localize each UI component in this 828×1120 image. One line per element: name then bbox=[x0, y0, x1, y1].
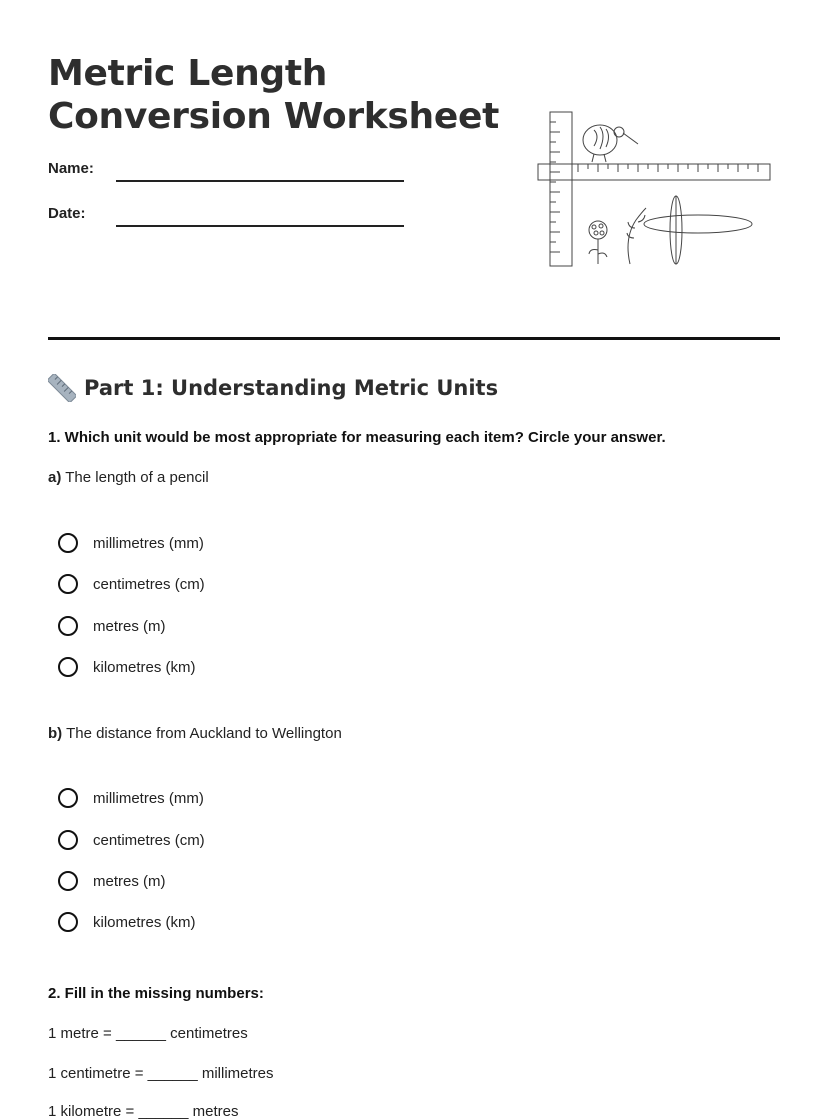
option-label: kilometres (km) bbox=[93, 913, 196, 931]
fill-line-centimetre[interactable]: 1 centimetre = ______ millimetres bbox=[48, 1065, 274, 1082]
option-label: centimetres (cm) bbox=[93, 575, 205, 593]
flower-icon bbox=[589, 221, 607, 264]
vertical-ruler-ticks bbox=[550, 122, 560, 252]
option-1b-mm[interactable] bbox=[58, 788, 204, 808]
part1-heading bbox=[48, 374, 498, 402]
title-line-2: Conversion Worksheet bbox=[48, 96, 500, 137]
title-line-1: Metric Length bbox=[48, 53, 328, 94]
question-1a-letter: a) bbox=[48, 469, 62, 486]
question-1b-text: The distance from Auckland to Wellington bbox=[66, 725, 342, 742]
option-label: metres (m) bbox=[93, 872, 166, 890]
name-line[interactable] bbox=[116, 180, 404, 182]
fill-line-kilometre[interactable]: 1 kilometre = ______ metres bbox=[48, 1103, 239, 1120]
radio-circle[interactable] bbox=[58, 871, 78, 891]
option-1a-m[interactable] bbox=[58, 616, 166, 636]
horizontal-ruler bbox=[538, 164, 770, 180]
fill-line-metre[interactable]: 1 metre = ______ centimetres bbox=[48, 1025, 248, 1042]
date-line[interactable] bbox=[116, 225, 404, 227]
option-1b-km[interactable] bbox=[58, 912, 196, 932]
radio-circle[interactable] bbox=[58, 533, 78, 553]
option-1a-mm[interactable] bbox=[58, 533, 204, 553]
radio-circle[interactable] bbox=[58, 912, 78, 932]
radio-circle[interactable] bbox=[58, 830, 78, 850]
vertical-ruler bbox=[550, 112, 572, 266]
option-1b-cm[interactable] bbox=[58, 830, 205, 850]
question-1a-text: The length of a pencil bbox=[65, 469, 209, 486]
option-label: kilometres (km) bbox=[93, 658, 196, 676]
fern-icon bbox=[627, 208, 646, 264]
option-1a-km[interactable] bbox=[58, 657, 196, 677]
radio-circle[interactable] bbox=[58, 616, 78, 636]
ruler-icon bbox=[48, 374, 76, 402]
worksheet-title bbox=[48, 52, 499, 138]
measurement-illustration bbox=[534, 108, 774, 270]
kiwi-icon bbox=[583, 125, 638, 162]
radio-circle[interactable] bbox=[58, 574, 78, 594]
option-1b-m[interactable] bbox=[58, 871, 166, 891]
leaf-icon bbox=[644, 196, 752, 264]
question-1b-letter: b) bbox=[48, 725, 63, 742]
question-1b bbox=[48, 725, 342, 742]
option-label: millimetres (mm) bbox=[93, 534, 204, 552]
question-1-prompt: 1. Which unit would be most appropriate for measuring each item? Circle your answer. bbox=[48, 429, 666, 446]
section-divider bbox=[48, 337, 780, 340]
radio-circle[interactable] bbox=[58, 788, 78, 808]
option-label: metres (m) bbox=[93, 617, 166, 635]
question-2-prompt: 2. Fill in the missing numbers: bbox=[48, 985, 264, 1002]
horizontal-ruler-ticks bbox=[578, 164, 758, 172]
option-1a-cm[interactable] bbox=[58, 574, 205, 594]
name-label: Name: bbox=[48, 160, 94, 177]
option-label: centimetres (cm) bbox=[93, 831, 205, 849]
date-label: Date: bbox=[48, 205, 86, 222]
option-label: millimetres (mm) bbox=[93, 789, 204, 807]
part1-heading-text: Part 1: Understanding Metric Units bbox=[84, 376, 499, 400]
question-1a bbox=[48, 469, 209, 486]
radio-circle[interactable] bbox=[58, 657, 78, 677]
